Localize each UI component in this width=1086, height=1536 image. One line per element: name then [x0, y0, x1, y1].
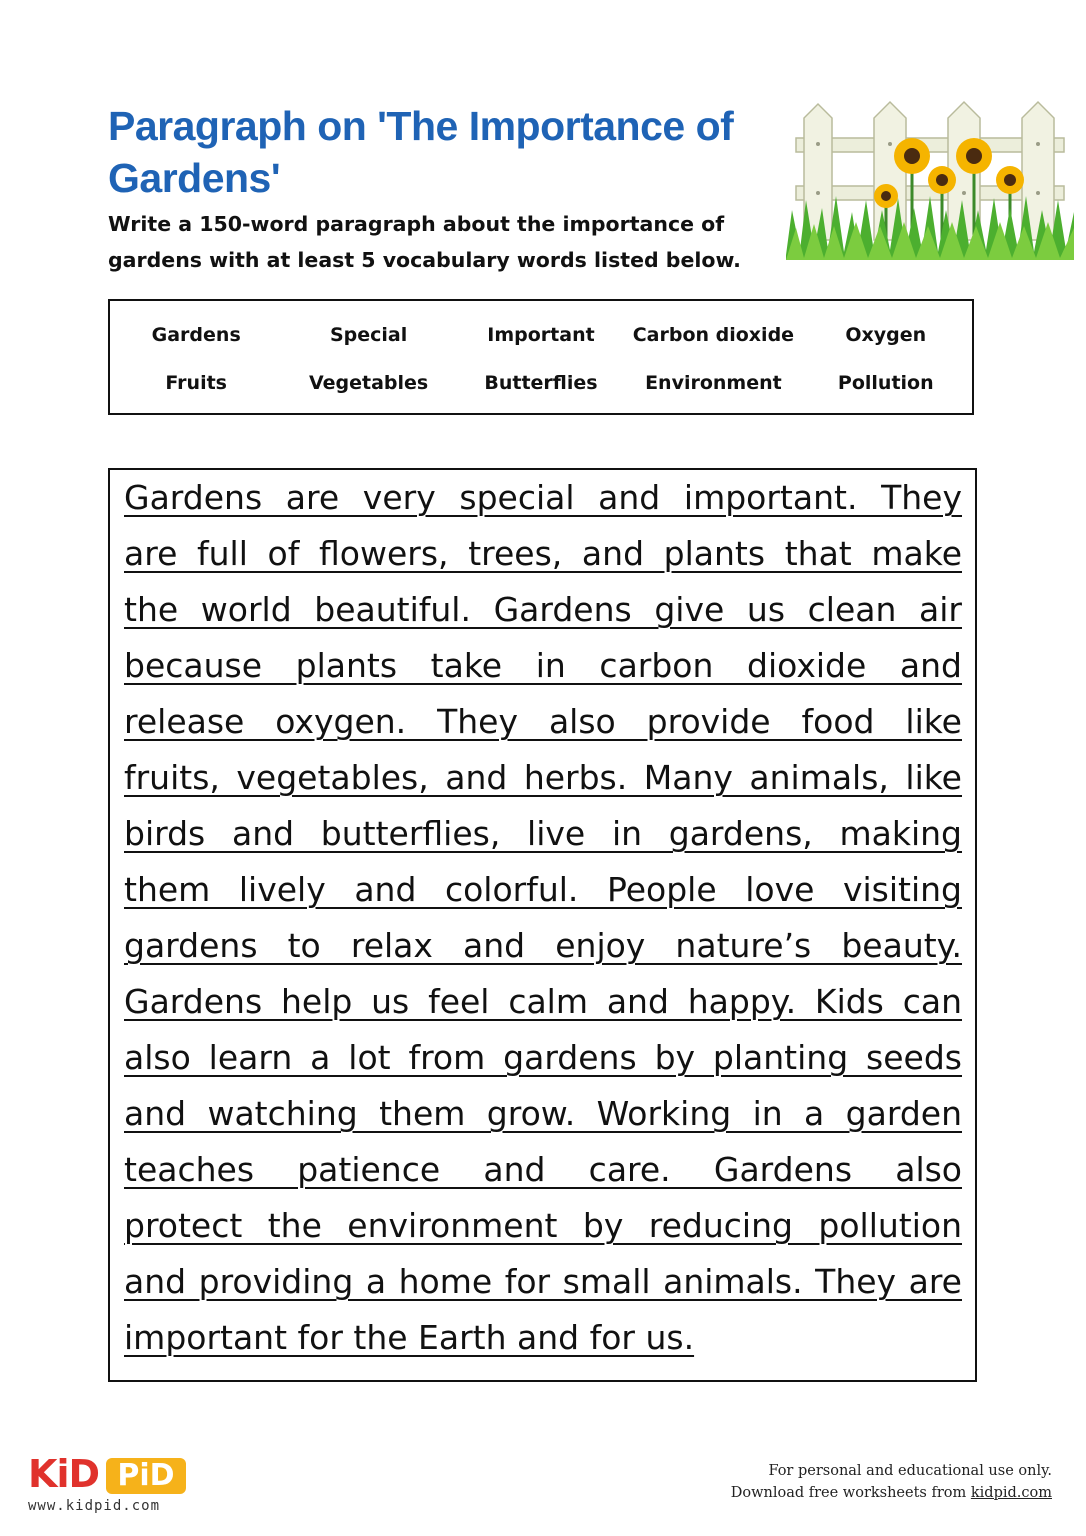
instruction-text: Write a 150-word paragraph about the importance of gardens with at least 5 vocabulary words listed below.: [108, 212, 741, 272]
paragraph-line: gardens to relax and enjoy nature’s beauty.: [124, 926, 962, 965]
vocab-word: Fruits: [165, 372, 227, 394]
vocab-word: Important: [487, 324, 595, 346]
page-title: Paragraph on 'The Importance of Gardens': [108, 103, 734, 201]
logo-pid-text: PiD: [106, 1458, 186, 1494]
vocab-word: Environment: [645, 372, 782, 394]
logo-kid-text: KiD: [28, 1452, 100, 1496]
paragraph-line: are full of flowers, trees, and plants that make: [124, 534, 962, 573]
kidpid-link[interactable]: kidpid.com: [970, 1485, 1052, 1501]
footer: [632, 1460, 1052, 1504]
paragraph-line: and providing a home for small animals. They are: [124, 1262, 962, 1301]
paragraph-line: birds and butterflies, live in gardens, making: [124, 814, 962, 853]
logo-url: www.kidpid.com: [28, 1498, 161, 1514]
kidpid-logo[interactable]: [22, 1452, 182, 1522]
paragraph-line: protect the environment by reducing pollution: [124, 1206, 962, 1245]
vocab-word: Gardens: [151, 324, 241, 346]
paragraph-line: teaches patience and care. Gardens also: [124, 1150, 962, 1189]
paragraph-lines: [124, 470, 962, 1366]
footer-download-text: Download free worksheets from: [730, 1485, 971, 1501]
vocab-word: Butterflies: [484, 372, 598, 394]
vocab-word: Pollution: [837, 372, 934, 394]
paragraph-line: them lively and colorful. People love visiting: [124, 870, 962, 909]
paragraph-line: also learn a lot from gardens by planting seeds: [124, 1038, 962, 1077]
paragraph-line: release oxygen. They also provide food like: [124, 702, 962, 741]
paragraph-line: important for the Earth and for us.: [124, 1318, 695, 1357]
vocabulary-grid: [110, 315, 972, 411]
paragraph-line: Gardens help us feel calm and happy. Kids can: [124, 982, 962, 1021]
footer-download-note: [632, 1482, 1052, 1504]
vocab-word: Carbon dioxide: [632, 324, 795, 346]
paragraph-line: and watching them grow. Working in a garden: [124, 1094, 962, 1133]
vocabulary-box: [108, 299, 974, 415]
paragraph-line: the world beautiful. Gardens give us clean air: [124, 590, 962, 629]
paragraph-line: Gardens are very special and important. They: [124, 478, 962, 517]
vocab-word: Oxygen: [845, 324, 927, 346]
paragraph-line: because plants take in carbon dioxide and: [124, 646, 962, 685]
garden-fence-sunflowers-icon: [786, 100, 1074, 260]
footer-usage-note: For personal and educational use only.: [768, 1463, 1052, 1479]
paragraph-line: fruits, vegetables, and herbs. Many animals, like: [124, 758, 962, 797]
paragraph-box: [108, 468, 977, 1382]
vocab-word: Vegetables: [308, 372, 429, 394]
vocab-word: Special: [329, 324, 408, 346]
